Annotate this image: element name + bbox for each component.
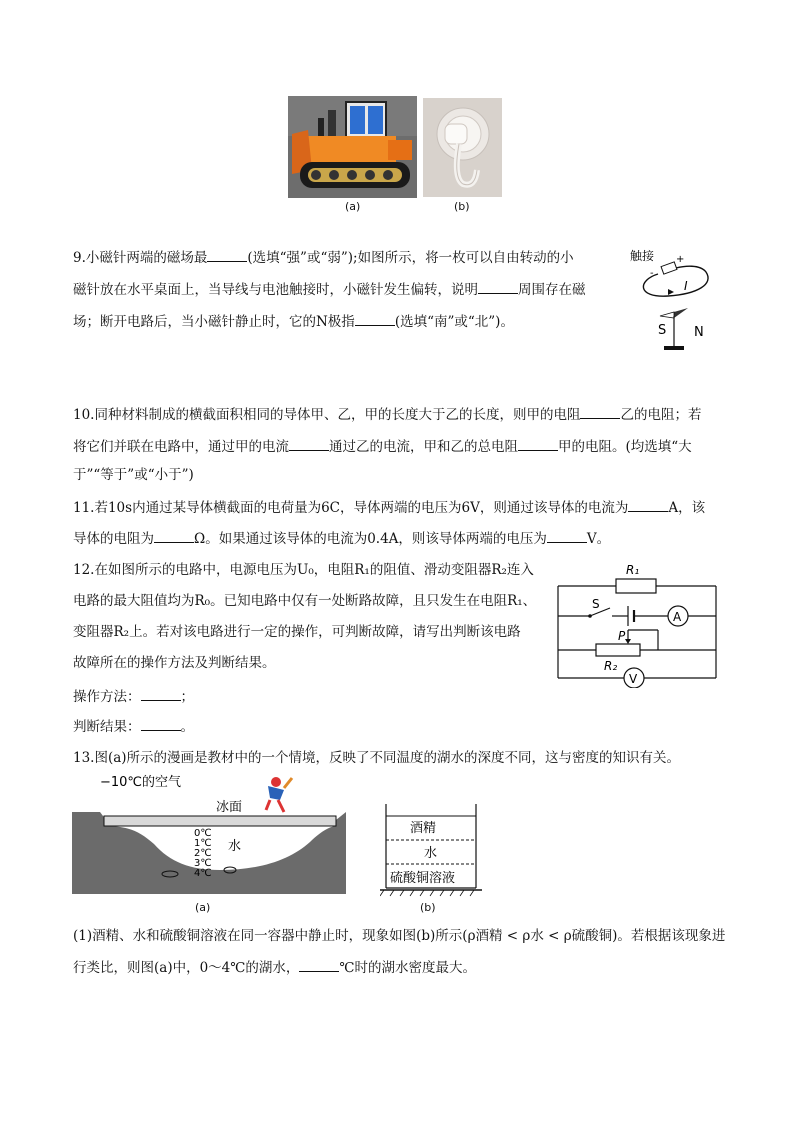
q11-line2: 导体的电阻为 Ω。如果通过该导体的电流为0.4A，则该导体两端的电压为 V。 [73,528,610,549]
r2-label: R₂ [604,659,618,673]
answer-blank[interactable] [547,528,587,543]
q9-line2: 磁针放在水平桌面上，当导线与电池触接时，小磁针发生偏转，说明 周围存在磁 [73,279,586,300]
layer-alcohol-label: 酒精 [410,821,437,836]
r1-label: R₁ [626,563,640,577]
current-label: I [684,279,688,293]
air-label: −10℃的空气 [100,775,182,790]
figure-cup [380,802,486,898]
figure-bulldozer [288,96,417,198]
q12-line1: 12.在如图所示的电路中，电源电压为U₀，电阻R₁的阻值、滑动变阻器R₂连入 [73,562,534,578]
temp-label: 2℃ [194,848,212,859]
caption-b: (b) [454,200,470,213]
temp-label: 3℃ [194,858,212,869]
plus-label: + [676,254,685,265]
n-pole-label: N [694,325,704,340]
q13-line1: 13.图(a)所示的漫画是教材中的一个情境，反映了不同温度的湖水的深度不同，这与密度的知识有关。 [73,750,681,766]
temp-label: 0℃ [194,828,212,839]
layer-water-label: 水 [424,846,438,861]
figure-circuit [554,560,722,688]
temp-label: 1℃ [194,838,212,849]
touch-label: 触接 [630,249,655,263]
answer-blank[interactable] [580,404,620,419]
q12-method: 操作方法： ； [73,686,194,707]
skater-icon [266,777,292,812]
q10-line3: 于”“等于”或“小于”) [73,467,194,483]
answer-blank[interactable] [207,247,247,262]
q12-result: 判断结果： 。 [73,716,194,737]
q10-line2: 将它们并联在电路中，通过甲的电流 通过乙的电流，甲和乙的总电阻 甲的电阻。(均选填“大 [73,436,692,457]
q13-sub1-line2: 行类比，则图(a)中，0～4℃的湖水， ℃时的湖水密度最大。 [73,957,476,978]
q12-line2: 电路的最大阻值均为R₀。已知电路中仅有一处断路故障，且只发生在电阻R₁、 [73,593,537,609]
figure-oersted [628,246,720,356]
slider-p-label: P [618,629,626,643]
lake-caption-a: (a) [195,901,211,914]
q9-line1: 9.小磁针两端的磁场最 (选填“强”或“弱”);如图所示，将一枚可以自由转动的小 [73,247,574,268]
q12-line4: 故障所在的操作方法及判断结果。 [73,655,276,671]
q9-line3: 场；断开电路后，当小磁针静止时，它的N极指 (选填“南”或“北”)。 [73,311,514,332]
minus-label: - [650,268,654,279]
answer-blank[interactable] [141,686,181,701]
answer-blank[interactable] [154,528,194,543]
answer-blank[interactable] [299,957,339,972]
figure-lake [70,772,350,900]
q13-sub1-line1: (1)酒精、水和硫酸铜溶液在同一容器中静止时，现象如图(b)所示(ρ酒精 < ρ水 < ρ硫酸铜)。若根据该现象进 [73,928,726,944]
ice-label: 冰面 [216,800,243,815]
answer-blank[interactable] [355,311,395,326]
ammeter-label: A [673,610,682,624]
figure-suction-hook [423,98,502,197]
caption-a: (a) [345,200,361,213]
answer-blank[interactable] [478,279,518,294]
answer-blank[interactable] [289,436,329,451]
answer-blank[interactable] [518,436,558,451]
temp-label: 4℃ [194,868,212,879]
q12-line3: 变阻器R₂上。若对该电路进行一定的操作，可判断故障，请写出判断该电路 [73,624,521,640]
s-pole-label: S [658,323,667,338]
cup-caption-b: (b) [420,901,436,914]
q11-line1: 11.若10s内通过某导体横截面的电荷量为6C，导体两端的电压为6V，则通过该导体的电流为 A，该 [73,497,705,518]
layer-copper-sulfate-label: 硫酸铜溶液 [390,871,456,886]
water-label: 水 [228,839,242,854]
switch-label: S [592,597,600,611]
answer-blank[interactable] [141,716,181,731]
voltmeter-label: V [629,672,638,686]
q10-line1: 10.同种材料制成的横截面积相同的导体甲、乙，甲的长度大于乙的长度，则甲的电阻 乙的电阻；若 [73,404,701,425]
answer-blank[interactable] [628,497,668,512]
